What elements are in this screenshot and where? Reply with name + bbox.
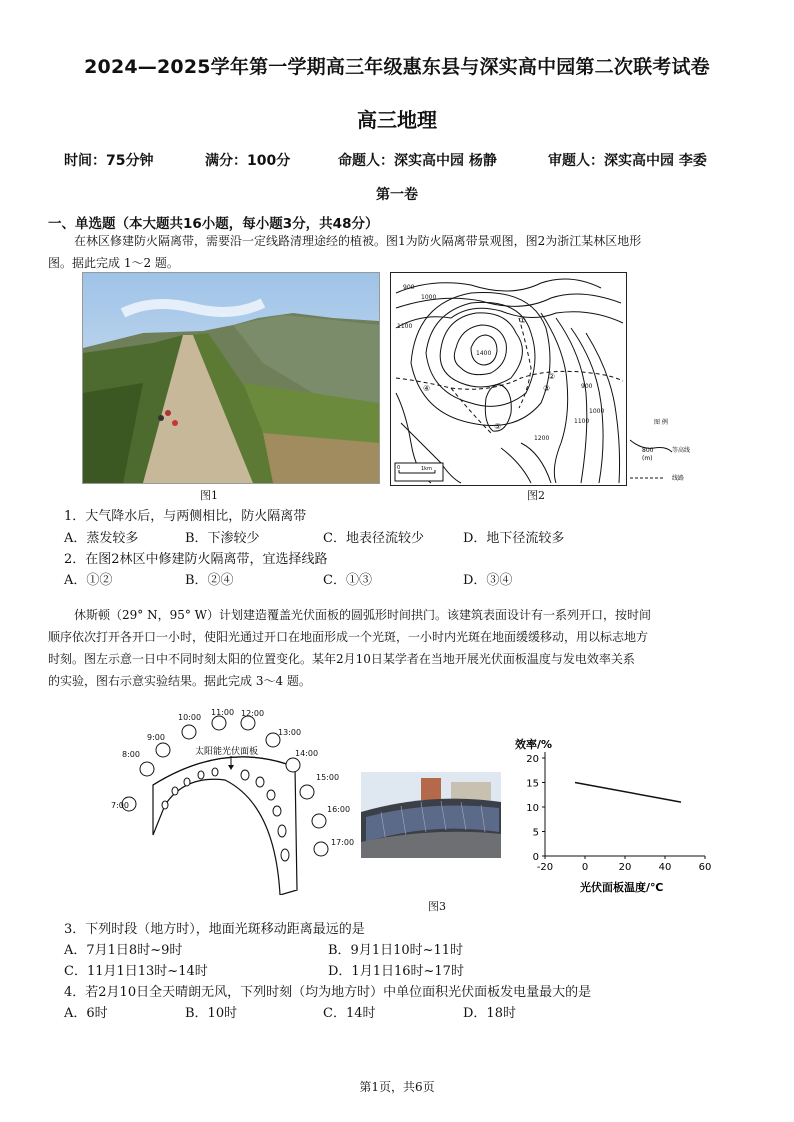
question-1-stem: 1．大气降水后，与两侧相比，防火隔离带 — [64, 509, 307, 524]
y-tick-label: 15 — [526, 778, 539, 790]
figure-1-photo — [82, 272, 380, 484]
time-label: 7:00 — [111, 801, 129, 810]
marker-2: ② — [548, 372, 556, 381]
q4-option-c[interactable]: C．14时 — [323, 1006, 376, 1021]
q3-option-b[interactable]: B．9月1日10时~11时 — [328, 943, 464, 958]
exam-subject: 高三地理 — [357, 108, 437, 132]
contour-label: 1000 — [589, 408, 605, 415]
figure-1-caption: 图1 — [200, 489, 218, 502]
contour-label: 900 — [403, 284, 415, 291]
figure-2-caption: 图2 — [527, 489, 545, 502]
time-label: 9:00 — [147, 733, 165, 742]
q1-option-d[interactable]: D．地下径流较多 — [463, 531, 565, 546]
exam-author: 命题人：深实高中园 杨静 — [338, 153, 497, 169]
y-tick-label: 0 — [532, 852, 539, 863]
question-2-stem: 2．在图2林区中修建防火隔离带，宜选择线路 — [64, 552, 328, 567]
contour-label: 1200 — [534, 435, 550, 442]
time-label: 11:00 — [211, 708, 235, 717]
marker-3: ③ — [543, 384, 551, 393]
exam-score: 满分：100分 — [205, 153, 291, 169]
y-tick-label: 5 — [532, 827, 539, 839]
q4-option-a[interactable]: A．6时 — [64, 1006, 108, 1021]
passage-2-line-1: 休斯顿（29° N，95° W）计划建造覆盖光伏面板的圆弧形时间拱门。该建筑表面设计有一系列开口，按时间 — [74, 608, 652, 622]
svg-text:0: 0 — [397, 465, 401, 471]
time-label: 16:00 — [327, 805, 351, 814]
contour-label: 900 — [581, 383, 593, 390]
marker-5: ⑤ — [494, 422, 502, 431]
figure-3-caption: 图3 — [428, 900, 446, 913]
contour-label: 1000 — [421, 294, 437, 301]
x-tick-label: 40 — [658, 862, 672, 873]
passage-2-line-4: 的实验，图右示意实验结果。据此完成 3～4 题。 — [48, 674, 311, 688]
x-tick-label: 60 — [698, 862, 712, 873]
time-label: 17:00 — [331, 838, 355, 847]
figure-2-legend — [628, 410, 718, 485]
exam-title: 2024—2025学年第一学期高三年级惠东县与深实高中园第二次联考试卷 — [84, 56, 710, 78]
contour-label: 1100 — [574, 418, 590, 425]
x-tick-label: 0 — [581, 862, 589, 873]
q1-option-b[interactable]: B．下渗较少 — [185, 531, 260, 546]
page-footer: 第1页，共6页 — [359, 1080, 435, 1094]
q4-option-d[interactable]: D．18时 — [463, 1006, 516, 1021]
q4-option-b[interactable]: B．10时 — [185, 1006, 238, 1021]
legend-title: 图 例 — [654, 419, 668, 426]
time-label: 12:00 — [241, 709, 265, 718]
x-axis-title: 光伏面板温度/℃ — [580, 881, 664, 894]
q2-option-c[interactable]: C．①③ — [323, 573, 372, 588]
scale-bar — [395, 463, 443, 481]
efficiency-series-line — [575, 783, 681, 803]
marker-1: ① — [519, 316, 527, 325]
q3-option-a[interactable]: A．7月1日8时~9时 — [64, 943, 183, 958]
exam-reviewer: 审题人：深实高中园 李委 — [548, 153, 707, 169]
time-label: 14:00 — [295, 749, 319, 758]
panel-label: 太阳能光伏面板 — [195, 747, 259, 757]
y-tick-label: 10 — [526, 803, 539, 814]
passage-2-line-2: 顺序依次打开各开口一小时，使阳光通过开口在地面形成一个光斑，一小时内光斑在地面缓缓移动，用以标志地方 — [48, 630, 649, 644]
contour-map — [391, 273, 626, 485]
marker-4: ④ — [423, 384, 431, 393]
q3-option-c[interactable]: C．11月1日13时~14时 — [64, 964, 208, 979]
svg-text:1km: 1km — [421, 466, 432, 472]
exam-time: 时间：75分钟 — [64, 153, 154, 169]
q2-option-a[interactable]: A．①② — [64, 573, 113, 588]
figure-3-arch-diagram — [105, 705, 355, 895]
question-3-stem: 3．下列时段（地方时），地面光斑移动距离最远的是 — [64, 922, 365, 937]
legend-route-label: 线路 — [672, 475, 685, 482]
efficiency-chart — [510, 736, 715, 896]
contour-label: 1100 — [397, 323, 413, 330]
time-label: 8:00 — [122, 750, 140, 759]
q2-option-d[interactable]: D．③④ — [463, 573, 513, 588]
time-label: 10:00 — [178, 713, 202, 722]
figure-3-solar-photo — [361, 772, 501, 858]
question-4-stem: 4．若2月10日全天晴朗无风，下列时刻（均为地方时）中单位面积光伏面板发电量最大的是 — [64, 985, 592, 1000]
figure-2-contour-map — [390, 272, 627, 486]
passage-2-line-3: 时刻。图左示意一日中不同时刻太阳的位置变化。某年2月10日某学者在当地开展光伏面板温度与发电效率关系 — [48, 652, 635, 666]
intro-line-2: 图。据此完成 1～2 题。 — [48, 256, 179, 270]
legend-contour-value: 800 — [642, 447, 654, 454]
x-tick-label: 20 — [618, 862, 632, 873]
q1-option-c[interactable]: C．地表径流较少 — [323, 531, 424, 546]
x-tick-label: -20 — [536, 862, 554, 873]
legend-contour-label: 等高线 — [672, 447, 691, 454]
time-label: 15:00 — [316, 773, 340, 782]
y-axis-title: 效率/% — [515, 738, 553, 751]
intro-line-1: 在林区修建防火隔离带，需要沿一定线路清理途经的植被。图1为防火隔离带景观图，图2为浙江某林区地形 — [74, 234, 642, 248]
legend-contour-unit: (m) — [642, 455, 653, 462]
y-tick-label: 20 — [526, 754, 539, 765]
q2-option-b[interactable]: B．②④ — [185, 573, 234, 588]
firebreak-landscape-image — [83, 273, 379, 483]
volume-label: 第一卷 — [376, 187, 418, 203]
q3-option-d[interactable]: D．1月1日16时~17时 — [328, 964, 464, 979]
time-label: 13:00 — [278, 728, 302, 737]
q1-option-a[interactable]: A．蒸发较多 — [64, 531, 139, 546]
section-heading: 一、单选题（本大题共16小题，每小题3分，共48分） — [48, 216, 379, 232]
contour-label: 1400 — [476, 350, 492, 357]
